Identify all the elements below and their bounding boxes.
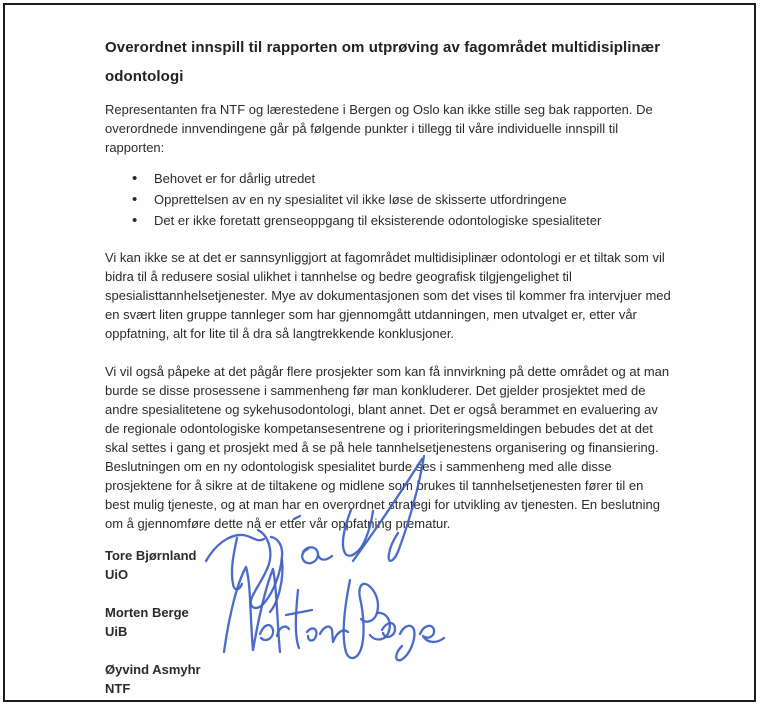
document-body <box>105 5 671 717</box>
objection-bullet-list <box>105 168 671 231</box>
document-page <box>3 3 756 702</box>
signature-block <box>105 546 671 698</box>
signatory-org: NTF <box>105 681 131 696</box>
signatory-oyvind-asmyhr <box>105 660 671 698</box>
body-paragraph-2: Vi kan ikke se at det er sannsynliggjort at fagområdet multidisiplinær odontologi er et tiltak som vil bidra til å redusere sosial ulikhet i tannhelse og bedre geografisk tilgjengelighet til spesialisttannhelsetjenester. Mye av dokumentasjonen som det vises til kommer fra intervjuer med en svært liten gruppe tannleger som har gjennomgått utdanningen, men utvalget er, etter vår oppfatning, alt for lite til å dra så langtrekkende konklusjoner. <box>105 250 671 341</box>
signatory-org: UiO <box>105 567 129 582</box>
signatory-org: UiB <box>105 624 128 639</box>
bullet-item: • Opprettelsen av en ny spesialitet vil ikke løse de skisserte utfordringene <box>132 189 671 210</box>
bullet-item: • Det er ikke foretatt grenseoppgang til eksisterende odontologiske spesialiteter <box>132 210 671 231</box>
signatory-name: Tore Bjørnland <box>105 548 197 563</box>
signatory-tore-bjornland <box>105 546 671 584</box>
signatory-name: Morten Berge <box>105 605 189 620</box>
signatory-morten-berge <box>105 603 671 641</box>
signatory-name: Øyvind Asmyhr <box>105 662 201 677</box>
intro-paragraph: Representanten fra NTF og lærestedene i Bergen og Oslo kan ikke stille seg bak rapporten. De overordnede innvendingene går på følgende punkter i tillegg til våre individuelle innspill til rapporten: <box>105 102 653 155</box>
body-paragraph-3: Vi vil også påpeke at det pågår flere prosjekter som kan få innvirkning på dette området og at man burde se disse prosessene i sammenheng før man konkluderer. Det gjelder prosjektet med de andre spesialitetene og sykehusodontologi, blant annet. Det er også berammet en evaluering av de regionale odontologiske kompetansesentrene og i prioriteringsmeldingen bebudes det at det skal settes i gang et prosjekt med å se på hele tannhelsetjenestens organisering og finansiering. Beslutningen om en ny odontologisk spesialitet burde ses i sammenheng med alle disse prosjektene for å sikre at de tiltakene og midlene som brukes til tannhelsetjenesten fører til en best mulig tjeneste, og at man har en overordnet strategi for utvikling av tjenesten. En beslutning om å gjennomføre dette nå er etter vår oppfatning prematur. <box>105 364 670 531</box>
bullet-item: • Behovet er for dårlig utredet <box>132 168 671 189</box>
document-title: Overordnet innspill til rapporten om utprøving av fagområdet multidisiplinær odontologi <box>105 39 661 85</box>
